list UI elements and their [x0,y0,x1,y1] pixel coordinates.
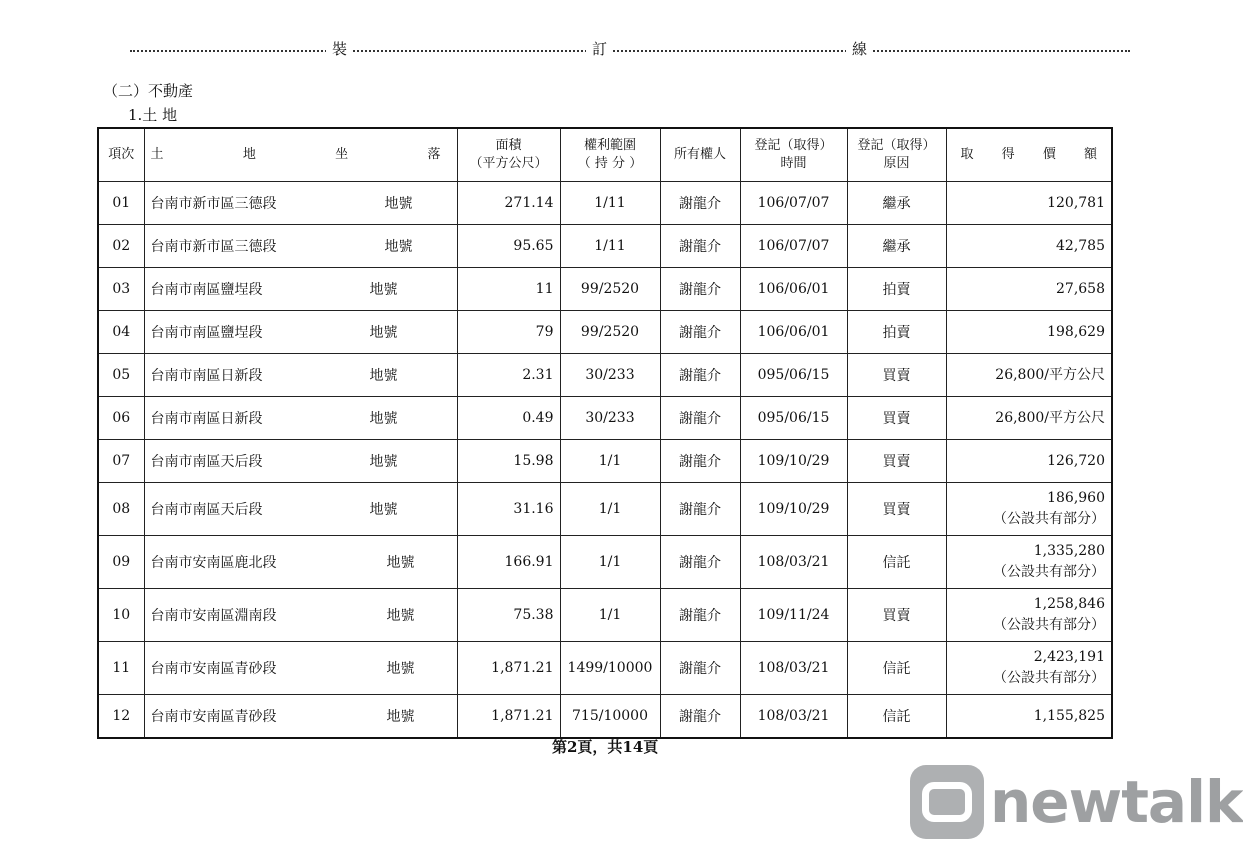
cell-price [946,642,1112,695]
cell-price [946,268,1112,311]
header-price-char: 取 [960,147,974,162]
table-row [98,268,1112,311]
cell-no: 09 [98,536,144,589]
header-rights [560,128,660,182]
cell-no: 04 [98,311,144,354]
price-value: 198,629 [1047,323,1105,340]
header-price-char: 價 [1042,147,1056,162]
cell-share: 1/1 [560,483,660,536]
cell-location [144,695,457,739]
cell-location [144,397,457,440]
location-name: 台南市南區鹽埕段 [150,325,263,341]
cell-date: 095/06/15 [740,354,847,397]
cell-reason: 買賣 [847,440,946,483]
cell-reason: 買賣 [847,589,946,642]
price-value: 2,423,191 [1033,649,1105,665]
price-note: （公設共有部分） [993,617,1105,633]
location-name: 台南市安南區淵南段 [150,608,277,624]
sub-heading: 1.土 地 [128,106,178,124]
cell-price [946,695,1112,739]
cell-date: 106/07/07 [740,225,847,268]
cell-date: 109/11/24 [740,589,847,642]
location-name: 台南市南區天后段 [150,454,263,470]
cell-location [144,642,457,695]
cell-reason: 繼承 [847,225,946,268]
header-price [946,128,1112,182]
cell-price [946,483,1112,536]
price-value: 1,155,825 [1033,707,1105,724]
cell-area: 1,871.21 [457,695,560,739]
cell-no: 01 [98,182,144,225]
cell-share: 1/1 [560,589,660,642]
lot-number-label: 地號 [386,661,415,677]
header-rights-line2: （ 持 分 ） [577,156,643,171]
cell-share: 1/1 [560,440,660,483]
cell-area: 11 [457,268,560,311]
cell-location [144,354,457,397]
cell-owner: 謝龍介 [660,642,740,695]
watermark-text: newtalk [990,768,1243,836]
lot-number-label: 地號 [369,368,398,384]
cell-location [144,589,457,642]
binding-char-middle: 訂 [586,38,613,59]
cell-share: 1/11 [560,225,660,268]
cell-no: 08 [98,483,144,536]
price-value: 26,800/平方公尺 [995,409,1105,426]
binding-line [130,38,1130,62]
lot-number-label: 地號 [386,709,415,725]
cell-area: 271.14 [457,182,560,225]
cell-owner: 謝龍介 [660,440,740,483]
lot-number-label: 地號 [369,282,398,298]
lot-number-label: 地號 [384,239,413,255]
header-location [144,128,457,182]
cell-area: 166.91 [457,536,560,589]
cell-no: 03 [98,268,144,311]
newtalk-watermark [910,765,1243,839]
cell-owner: 謝龍介 [660,354,740,397]
cell-location [144,440,457,483]
page-number: 第2頁，共14頁 [552,738,659,756]
cell-date: 108/03/21 [740,642,847,695]
cell-date: 109/10/29 [740,440,847,483]
cell-date: 108/03/21 [740,695,847,739]
header-date-line1: 登記（取得） [754,138,833,153]
cell-owner: 謝龍介 [660,397,740,440]
cell-no: 05 [98,354,144,397]
cell-share: 30/233 [560,397,660,440]
header-area-line2: （平方公尺） [469,156,548,171]
header-reason-line2: 原因 [883,156,910,171]
location-name: 台南市新市區三德段 [150,196,277,212]
header-location-char: 地 [242,147,256,162]
price-value: 186,960 [1047,490,1105,506]
table-row [98,311,1112,354]
cell-no: 10 [98,589,144,642]
cell-owner: 謝龍介 [660,311,740,354]
location-name: 台南市安南區青砂段 [150,661,277,677]
price-note: （公設共有部分） [993,564,1105,580]
header-reason [847,128,946,182]
header-owner: 所有權人 [660,128,740,182]
table-row [98,536,1112,589]
cell-location [144,182,457,225]
cell-location [144,268,457,311]
header-price-char: 得 [1001,147,1015,162]
cell-price [946,354,1112,397]
cell-no: 07 [98,440,144,483]
table-row [98,225,1112,268]
binding-char-right: 線 [846,38,873,59]
table-row [98,440,1112,483]
header-location-char: 坐 [335,147,349,162]
header-area [457,128,560,182]
cell-date: 108/03/21 [740,536,847,589]
cell-location [144,483,457,536]
table-row [98,483,1112,536]
location-name: 台南市安南區鹿北段 [150,555,277,571]
cell-date: 106/06/01 [740,311,847,354]
cell-share: 99/2520 [560,311,660,354]
lot-number-label: 地號 [386,555,415,571]
price-value: 27,658 [1056,280,1105,297]
cell-owner: 謝龍介 [660,225,740,268]
cell-date: 109/10/29 [740,483,847,536]
location-name: 台南市南區天后段 [150,502,263,518]
cell-price [946,397,1112,440]
cell-price [946,536,1112,589]
cell-reason: 繼承 [847,182,946,225]
cell-area: 0.49 [457,397,560,440]
newtalk-logo-icon [910,765,984,839]
header-date-line2: 時間 [780,156,807,171]
cell-area: 15.98 [457,440,560,483]
cell-date: 106/07/07 [740,182,847,225]
cell-owner: 謝龍介 [660,182,740,225]
cell-area: 95.65 [457,225,560,268]
cell-share: 1/11 [560,182,660,225]
cell-owner: 謝龍介 [660,483,740,536]
cell-no: 06 [98,397,144,440]
cell-owner: 謝龍介 [660,589,740,642]
cell-reason: 買賣 [847,397,946,440]
location-name: 台南市新市區三德段 [150,239,277,255]
header-rights-line1: 權利範圍 [583,138,636,153]
table-row [98,397,1112,440]
table-header-row [98,128,1112,182]
header-reason-line1: 登記（取得） [857,138,936,153]
price-note: （公設共有部分） [993,670,1105,686]
cell-reason: 信託 [847,642,946,695]
cell-no: 02 [98,225,144,268]
table-row [98,182,1112,225]
header-location-char: 土 [150,147,164,162]
lot-number-label: 地號 [369,454,398,470]
price-value: 42,785 [1056,237,1105,254]
price-value: 26,800/平方公尺 [995,366,1105,383]
cell-price [946,225,1112,268]
cell-reason: 買賣 [847,483,946,536]
header-location-char: 落 [427,147,441,162]
cell-location [144,225,457,268]
table-row [98,354,1112,397]
cell-share: 1499/10000 [560,642,660,695]
cell-location [144,536,457,589]
cell-area: 31.16 [457,483,560,536]
cell-date: 106/06/01 [740,268,847,311]
price-value: 120,781 [1047,194,1105,211]
cell-price [946,589,1112,642]
cell-owner: 謝龍介 [660,268,740,311]
lot-number-label: 地號 [369,411,398,427]
lot-number-label: 地號 [369,502,398,518]
price-value: 1,258,846 [1033,596,1105,612]
header-price-char: 額 [1083,147,1097,162]
cell-owner: 謝龍介 [660,695,740,739]
cell-price [946,440,1112,483]
cell-share: 30/233 [560,354,660,397]
price-value: 126,720 [1047,452,1105,469]
lot-number-label: 地號 [384,196,413,212]
cell-reason: 拍賣 [847,268,946,311]
price-value: 1,335,280 [1033,543,1105,559]
table-row [98,589,1112,642]
cell-date: 095/06/15 [740,397,847,440]
table-row [98,642,1112,695]
cell-area: 2.31 [457,354,560,397]
land-table [97,127,1113,739]
cell-share: 715/10000 [560,695,660,739]
cell-area: 1,871.21 [457,642,560,695]
cell-price [946,311,1112,354]
cell-no: 11 [98,642,144,695]
binding-char-left: 裝 [326,38,353,59]
header-area-line1: 面積 [495,138,522,153]
cell-reason: 信託 [847,536,946,589]
location-name: 台南市南區鹽埕段 [150,282,263,298]
cell-reason: 信託 [847,695,946,739]
cell-area: 79 [457,311,560,354]
location-name: 台南市南區日新段 [150,368,263,384]
cell-price [946,182,1112,225]
cell-reason: 買賣 [847,354,946,397]
table-row [98,695,1112,739]
cell-location [144,311,457,354]
location-name: 台南市南區日新段 [150,411,263,427]
cell-reason: 拍賣 [847,311,946,354]
header-no: 項次 [98,128,144,182]
section-heading: （二）不動產 [103,82,194,100]
lot-number-label: 地號 [386,608,415,624]
cell-area: 75.38 [457,589,560,642]
header-date [740,128,847,182]
cell-share: 1/1 [560,536,660,589]
cell-owner: 謝龍介 [660,536,740,589]
price-note: （公設共有部分） [993,511,1105,527]
cell-no: 12 [98,695,144,739]
lot-number-label: 地號 [369,325,398,341]
location-name: 台南市安南區青砂段 [150,709,277,725]
cell-share: 99/2520 [560,268,660,311]
